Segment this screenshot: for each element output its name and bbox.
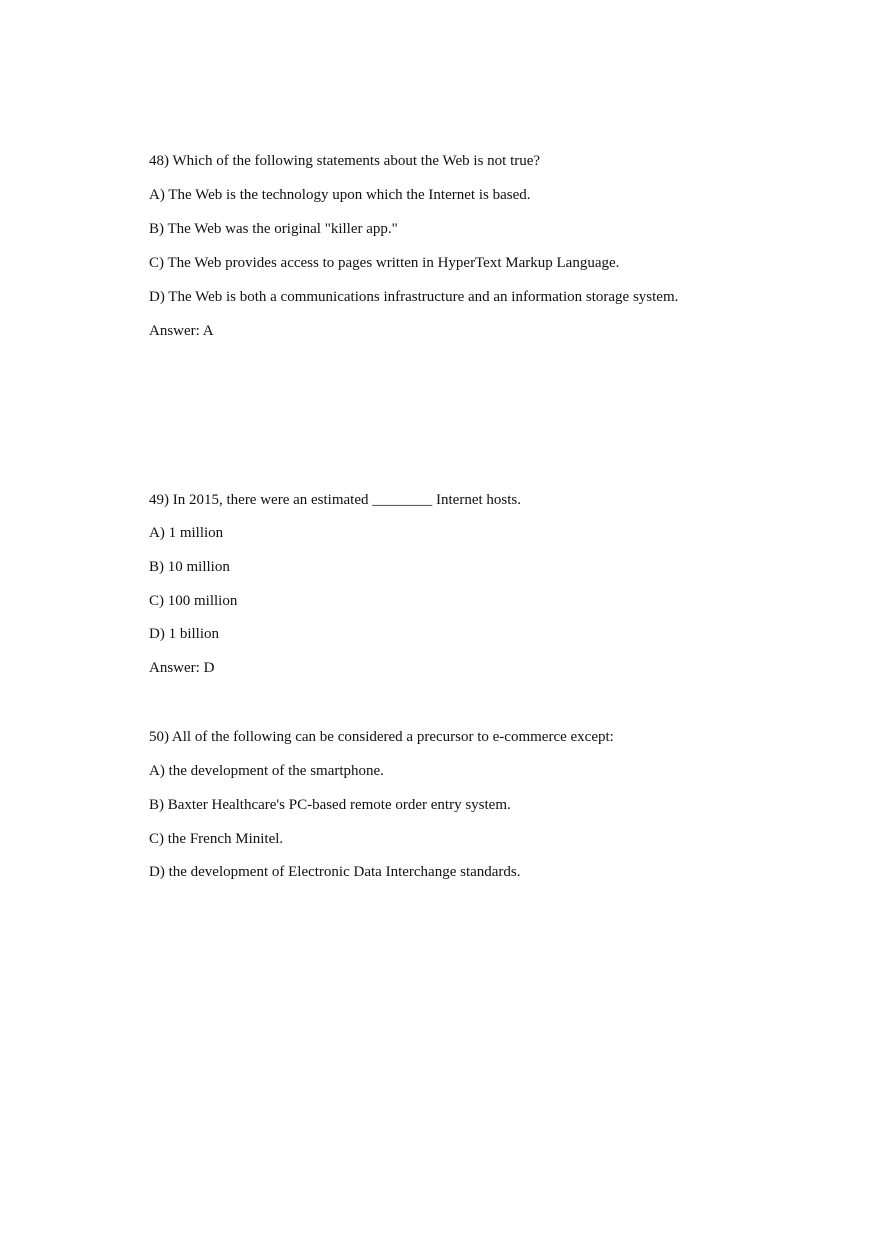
answer-option-a: A) the development of the smartphone. [149, 763, 384, 779]
answer-option-c: C) The Web provides access to pages written in HyperText Markup Language. [149, 255, 620, 271]
question-prompt: 49) In 2015, there were an estimated ________ Internet hosts. [149, 492, 521, 508]
answer-option-d: D) 1 billion [149, 626, 219, 642]
answer-key: Answer: A [149, 323, 214, 339]
question-prompt: 48) Which of the following statements about the Web is not true? [149, 153, 541, 169]
answer-option-b: B) The Web was the original "killer app." [149, 221, 398, 237]
answer-option-b: B) 10 million [149, 559, 230, 575]
answer-option-b: B) Baxter Healthcare's PC-based remote order entry system. [149, 797, 511, 813]
question-prompt: 50) All of the following can be considered a precursor to e-commerce except: [149, 729, 614, 745]
answer-key: Answer: D [149, 660, 215, 676]
answer-option-a: A) 1 million [149, 525, 224, 541]
answer-option-d: D) the development of Electronic Data Interchange standards. [149, 864, 521, 880]
answer-option-c: C) 100 million [149, 593, 238, 609]
answer-option-d: D) The Web is both a communications infrastructure and an information storage system. [149, 289, 679, 305]
answer-option-c: C) the French Minitel. [149, 831, 284, 847]
answer-option-a: A) The Web is the technology upon which the Internet is based. [149, 187, 531, 203]
